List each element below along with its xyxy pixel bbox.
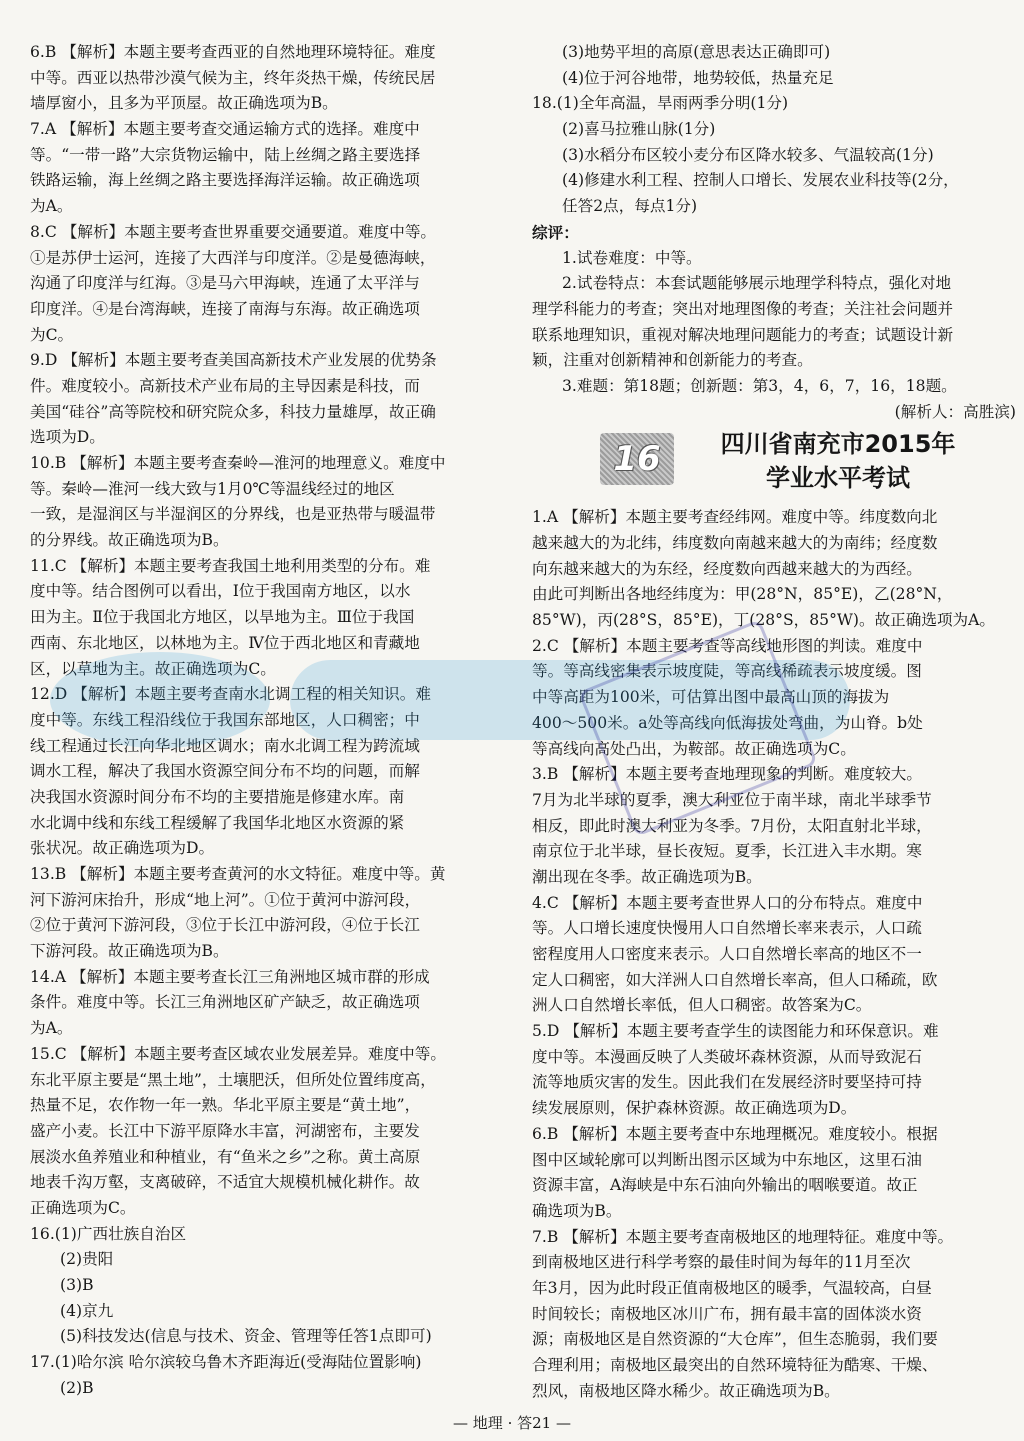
text-line: 16.(1)广西壮族自治区 xyxy=(30,1224,187,1243)
text-line: 田为主。Ⅱ位于我国北方地区，以旱地为主。Ⅲ位于我国 xyxy=(30,608,415,627)
text-line: 选项为D。 xyxy=(30,428,105,447)
text-line: 10.B 【解析】本题主要考查秦岭—淮河的地理意义。难度中 xyxy=(30,454,446,472)
page-footer: — 地理 · 答21 — xyxy=(453,1414,571,1432)
text-line: 流等地质灾害的发生。因此我们在发展经济时要坚持可持 xyxy=(532,1073,922,1092)
text-line: 时间较长；南极地区冰川广布，拥有最丰富的固体淡水资 xyxy=(532,1304,922,1323)
text-line: 为C。 xyxy=(30,325,74,344)
text-line: ①是苏伊士运河，连接了大西洋与印度洋。②是曼德海峡， xyxy=(30,248,436,267)
text-line: 4.C 【解析】本题主要考查世界人口的分布特点。难度中 xyxy=(532,893,923,912)
text-line: (2)贵阳 xyxy=(60,1250,114,1269)
text-line: 续发展原则，保护森林资源。故正确选项为D。 xyxy=(532,1099,857,1118)
text-line: 任答2点，每点1分) xyxy=(562,197,698,216)
text-line: 水北调中线和东线工程缓解了我国华北地区水资源的紧 xyxy=(30,813,405,832)
text-line: (3)B xyxy=(60,1276,94,1294)
text-line: 墙厚窗小，且多为平顶屋。故正确选项为B。 xyxy=(30,94,338,113)
text-line: 联系地理知识，重视对解决地理问题能力的考查；试题设计新 xyxy=(532,325,954,344)
text-line: 西南、东北地区，以林地为主。Ⅳ位于西北地区和青藏地 xyxy=(30,633,420,652)
text-line: 6.B 【解析】本题主要考查中东地理概况。难度较小。根据 xyxy=(532,1124,938,1143)
right-column-top xyxy=(532,40,1016,425)
text-line: 调水工程，解决了我国水资源空间分布不均的问题，而解 xyxy=(30,762,420,781)
section-title-line1: 四川省南充市2015年 xyxy=(720,430,956,459)
text-line: 正确选项为C。 xyxy=(30,1198,136,1217)
text-line: 潮出现在冬季。故正确选项为B。 xyxy=(532,867,762,886)
text-line: 12.D 【解析】本题主要考查南水北调工程的相关知识。难 xyxy=(30,685,431,704)
section-title-line2: 学业水平考试 xyxy=(766,464,910,493)
text-line: 颖，注重对创新精神和创新能力的考查。 xyxy=(532,351,813,370)
right-column-bottom xyxy=(532,505,1016,1404)
text-line: (3)地势平坦的高原(意思表达正确即可) xyxy=(562,43,831,61)
text-line: (4)修建水利工程、控制人口增长、发展农业科技等(2分， xyxy=(562,171,959,190)
text-line: 下游河段。故正确选项为B。 xyxy=(30,942,229,961)
text-line: 1.A 【解析】本题主要考查经纬网。难度中等。纬度数向北 xyxy=(532,508,938,527)
text-line: 密程度用人口密度来表示。人口自然增长率高的地区不一 xyxy=(532,945,922,963)
text-line: 3.B 【解析】本题主要考查地理现象的判断。难度较大。 xyxy=(532,765,922,784)
text-line: (4)位于河谷地带，地势较低，热量充足 xyxy=(562,68,834,87)
text-line: 85°W)，丙(28°S，85°E)，丁(28°S，85°W)。故正确选项为A。 xyxy=(532,611,995,630)
text-line: 7.B 【解析】本题主要考查南极地区的地理特征。难度中等。 xyxy=(532,1227,954,1246)
text-line: (2)喜马拉雅山脉(1分) xyxy=(562,120,716,139)
text-line: 3.难题：第18题；创新题：第3，4，6，7，16，18题。 xyxy=(562,376,957,395)
text-line: 资源丰富，A海峡是中东石油向外输出的咽喉要道。故正 xyxy=(532,1176,918,1195)
text-line: 综评： xyxy=(532,222,579,242)
text-line: 理学科能力的考查；突出对地理图像的考查；关注社会问题并 xyxy=(532,299,954,318)
text-line: 8.C 【解析】本题主要考查世界重要交通要道。难度中等。 xyxy=(30,222,437,241)
text-line: 件。难度较小。高新技术产业布局的主导因素是科技，而 xyxy=(30,376,420,395)
text-line: 11.C 【解析】本题主要考查我国土地利用类型的分布。难 xyxy=(30,556,431,575)
text-line: 区，以草地为主。故正确选项为C。 xyxy=(30,659,276,678)
text-line: 9.D 【解析】本题主要考查美国高新技术产业发展的优势条 xyxy=(30,351,437,370)
text-line: 到南极地区进行科学考察的最佳时间为每年的11月至次 xyxy=(532,1253,911,1272)
text-line: 中等。西亚以热带沙漠气候为主，终年炎热干燥，传统民居 xyxy=(30,68,436,87)
text-line: 印度洋。④是台湾海峡，连接了南海与东海。故正确选项 xyxy=(30,299,420,318)
text-line: (4)京九 xyxy=(60,1301,114,1320)
left-column xyxy=(30,40,512,1401)
text-line: 6.B 【解析】本题主要考查西亚的自然地理环境特征。难度 xyxy=(30,43,436,61)
text-line: 15.C 【解析】本题主要考查区域农业发展差异。难度中等。 xyxy=(30,1044,446,1063)
text-line: 地表千沟万壑，支离破碎，不适宜大规模机械化耕作。故 xyxy=(30,1173,420,1192)
text-line: 相反，即此时澳大利亚为冬季。7月份，太阳直射北半球， xyxy=(532,816,932,835)
text-line: 14.A 【解析】本题主要考查长江三角洲地区城市群的形成 xyxy=(30,967,430,986)
text-line: 张状况。故正确选项为D。 xyxy=(30,839,215,858)
text-line: 东北平原主要是“黑土地”，土壤肥沃，但所处位置纬度高， xyxy=(30,1070,436,1089)
text-line: 确选项为B。 xyxy=(532,1201,622,1220)
text-line: 1.试卷难度：中等。 xyxy=(562,248,702,267)
text-line: 中等高距为100米，可估算出图中最高山顶的海拔为 xyxy=(532,688,890,707)
text-line: 2.试卷特点：本套试题能够展示地理学科特点，强化对地 xyxy=(562,274,952,293)
text-line: 条件。难度中等。长江三角洲地区矿产缺乏，故正确选项 xyxy=(30,993,420,1012)
text-line: 7.A 【解析】本题主要考查交通运输方式的选择。难度中 xyxy=(30,120,420,139)
text-line: 度中等。结合图例可以看出，Ⅰ位于我国南方地区，以水 xyxy=(30,582,411,601)
text-line: (2)B xyxy=(60,1378,94,1397)
text-line: 等高线向高处凸出，为鞍部。故正确选项为C。 xyxy=(532,739,856,758)
text-line: 7月为北半球的夏季，澳大利亚位于南半球，南北半球季节 xyxy=(532,790,932,809)
text-line: 等。等高线密集表示坡度陡，等高线稀疏表示坡度缓。图 xyxy=(532,662,922,681)
section-header xyxy=(532,427,1016,497)
text-line: (3)水稻分布区较小麦分布区降水较多、气温较高(1分) xyxy=(562,145,934,164)
text-line: 2.C 【解析】本题主要考查等高线地形图的判读。难度中 xyxy=(532,636,923,655)
text-line: 图中区域轮廓可以判断出图示区域为中东地区，这里石油 xyxy=(532,1150,922,1169)
text-line: 度中等。本漫画反映了人类破坏森林资源，从而导致泥石 xyxy=(532,1047,922,1066)
text-line: 度中等。东线工程沿线位于我国东部地区，人口稠密；中 xyxy=(30,710,420,729)
text-line: 一致，是湿润区与半湿润区的分界线，也是亚热带与暖温带 xyxy=(30,505,436,524)
text-line: 决我国水资源时间分布不均的主要措施是修建水库。南 xyxy=(30,787,405,806)
text-line: 越来越大的为北纬，纬度数向南越来越大的为南纬；经度数 xyxy=(532,534,938,552)
text-line: 合理利用；南极地区最突出的自然环境特征为酷寒、干燥、 xyxy=(532,1356,938,1374)
text-line: 展淡水鱼养殖业和种植业，有“鱼米之乡”之称。黄土高原 xyxy=(30,1147,421,1166)
text-line: 向东越来越大的为东经，经度数向西越来越大的为西经。 xyxy=(532,559,922,578)
text-line: 河下游河床抬升，形成“地上河”。①位于黄河中游河段， xyxy=(30,890,421,909)
text-line: 等。人口增长速度快慢用人口自然增长率来表示，人口疏 xyxy=(532,919,922,938)
text-line: 由此可判断出各地经纬度为：甲(28°N，85°E)，乙(28°N， xyxy=(532,585,953,604)
text-line: 美国“硅谷”高等院校和研究院众多，科技力量雄厚，故正确 xyxy=(30,402,436,421)
text-line: 为A。 xyxy=(30,1019,73,1038)
text-line: 烈风，南极地区降水稀少。故正确选项为B。 xyxy=(532,1381,840,1400)
section-number-badge xyxy=(600,433,674,485)
text-line: 等。秦岭—淮河一线大致与1月0℃等温线经过的地区 xyxy=(30,479,395,498)
text-line: 线工程通过长江向华北地区调水；南水北调工程为跨流域 xyxy=(30,736,420,755)
text-line: ②位于黄河下游河段，③位于长江中游河段，④位于长江 xyxy=(30,916,420,935)
text-line: 的分界线。故正确选项为B。 xyxy=(30,531,229,550)
text-line: 17.(1)哈尔滨 哈尔滨较乌鲁木齐距海近(受海陆位置影响) xyxy=(30,1353,422,1372)
text-line: (5)科技发达(信息与技术、资金、管理等任答1点即可) xyxy=(60,1327,432,1346)
text-line: 定人口稠密，如大洋洲人口自然增长率高，但人口稀疏，欧 xyxy=(532,970,938,989)
text-line: 等。“一带一路”大宗货物运输中，陆上丝绸之路主要选择 xyxy=(30,145,421,164)
text-line: 盛产小麦。长江中下游平原降水丰富，河湖密布，主要发 xyxy=(30,1121,420,1140)
section-title xyxy=(688,427,988,495)
text-line: 沟通了印度洋与红海。③是马六甲海峡，连通了太平洋与 xyxy=(30,274,420,293)
text-line: 5.D 【解析】本题主要考查学生的读图能力和环保意识。难 xyxy=(532,1022,939,1041)
text-line: 源；南极地区是自然资源的“大仓库”，但生态脆弱，我们要 xyxy=(532,1330,938,1349)
text-line: 南京位于北半球，昼长夜短。夏季，长江进入丰水期。寒 xyxy=(532,842,922,861)
text-line: 13.B 【解析】本题主要考查黄河的水文特征。难度中等。黄 xyxy=(30,865,446,883)
text-line: (解析人：高胜滨) xyxy=(894,402,1016,421)
text-line: 400～500米。a处等高线向低海拔处弯曲，为山脊。b处 xyxy=(532,713,923,732)
text-line: 洲人口自然增长率低，但人口稠密。故答案为C。 xyxy=(532,996,872,1015)
text-line: 18.(1)全年高温，旱雨两季分明(1分) xyxy=(532,94,789,113)
text-line: 热量不足，农作物一年一熟。华北平原主要是“黄土地”， xyxy=(30,1096,421,1115)
text-line: 铁路运输，海上丝绸之路主要选择海洋运输。故正确选项 xyxy=(30,171,420,190)
text-line: 年3月，因为此时段正值南极地区的暖季，气温较高，白昼 xyxy=(532,1278,932,1297)
section-number: 16 xyxy=(613,439,661,480)
text-line: 为A。 xyxy=(30,197,73,216)
